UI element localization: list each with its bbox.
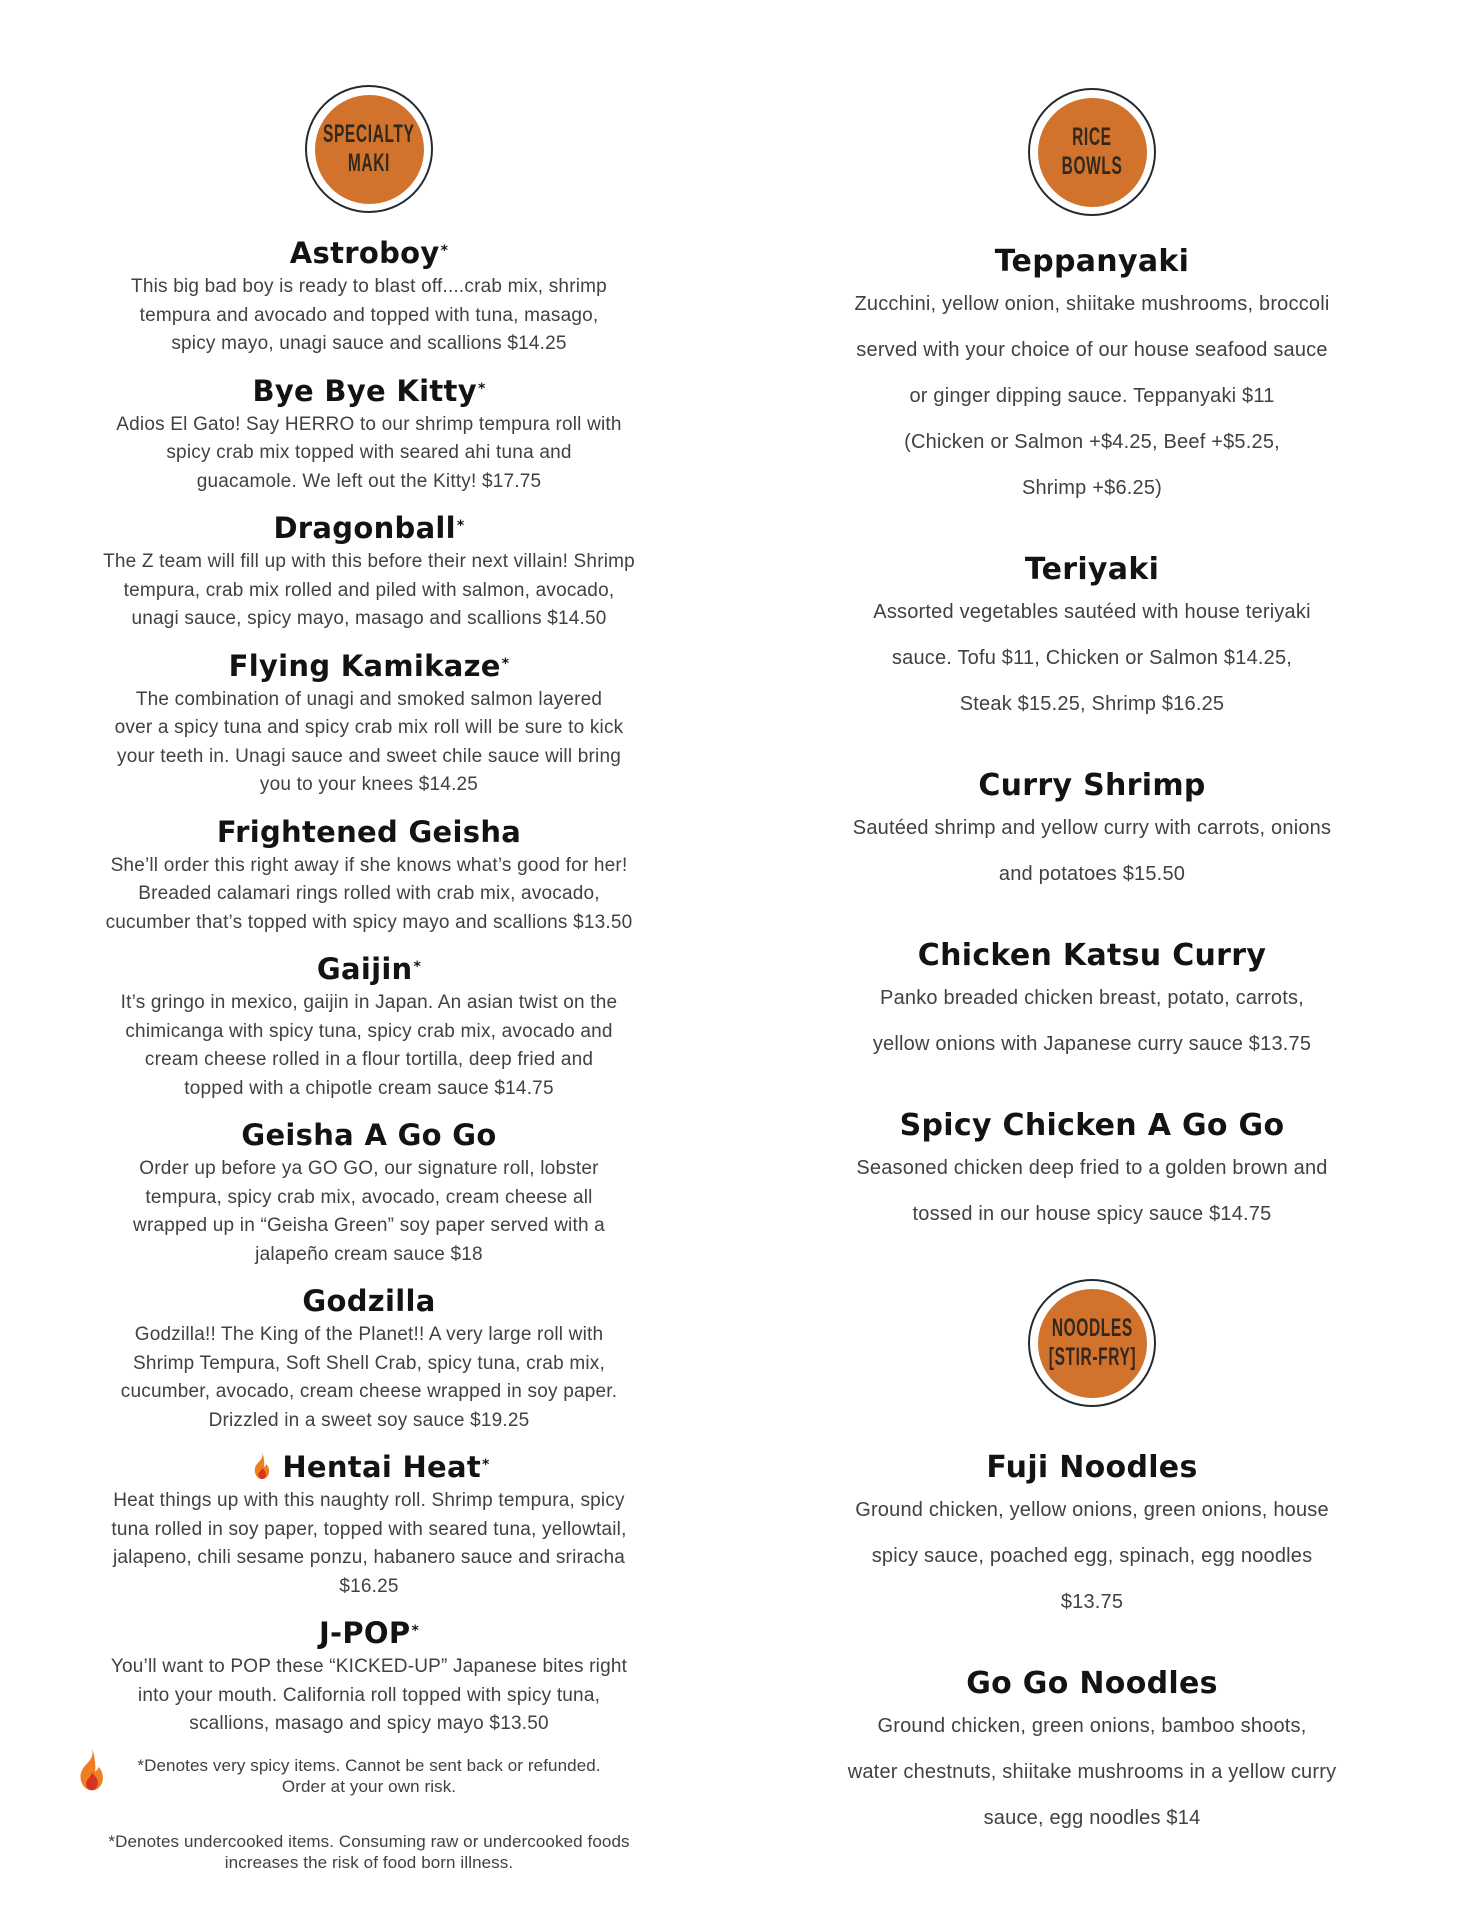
menu-item (74, 375, 664, 497)
description-line: The combination of unagi and smoked salmon layered (135, 688, 603, 710)
footnote (74, 1831, 664, 1873)
description-line: guacamole. We left out the Kitty! $17.75 (196, 470, 542, 492)
description-line: chimicanga with spicy tuna, spicy crab mix, avocado and (125, 1020, 613, 1042)
menu-item-description (778, 1487, 1406, 1625)
badge-text-line: BOWLS (1061, 152, 1123, 180)
specialty-maki-badge (305, 85, 433, 213)
description-line: It’s gringo in mexico, gaijin in Japan. An asian twist on the (120, 992, 618, 1013)
footnote-line: *Denotes undercooked items. Consuming raw or undercooked foods (108, 1831, 630, 1851)
asterisk-marker: * (501, 655, 510, 672)
menu-item-description (778, 975, 1406, 1067)
description-line: The Z team will fill up with this before their next villain! Shrimp (103, 551, 635, 572)
menu-item (74, 1451, 664, 1601)
menu-item-name: Astroboy (289, 236, 440, 270)
menu-item-name: Gaijin (316, 952, 413, 986)
rice-bowls-column (778, 88, 1406, 1883)
asterisk-marker: * (411, 1623, 420, 1639)
description-line: Zucchini, yellow onion, shiitake mushrooms, broccoli (854, 293, 1330, 315)
menu-item (74, 650, 664, 800)
description-line: sauce, egg noodles $14 (983, 1807, 1201, 1829)
menu-item-name-row (778, 553, 1406, 587)
description-line: cream cheese rolled in a flour tortilla, deep fried and (144, 1049, 594, 1070)
description-line: (Chicken or Salmon +$4.25, Beef +$5.25, (904, 431, 1280, 453)
menu-item-description (74, 411, 664, 497)
menu-item-name: Hentai Heat (282, 1450, 482, 1484)
menu-item-name: Dragonball (273, 511, 456, 545)
menu-item (74, 1285, 664, 1435)
footnote (74, 1755, 664, 1797)
description-line: Order up before ya GO GO, our signature roll, lobster (139, 1158, 599, 1179)
menu-item-name-row (778, 1667, 1406, 1701)
menu-item-name-row (778, 769, 1406, 803)
asterisk-marker: * (413, 959, 422, 975)
menu-item-name-row (778, 939, 1406, 973)
description-line: Steak $15.25, Shrimp $16.25 (959, 693, 1225, 715)
description-line: tossed in our house spicy sauce $14.75 (912, 1203, 1272, 1225)
description-line: Ground chicken, green onions, bamboo shoots, (877, 1715, 1307, 1737)
menu-item-name-row (74, 237, 664, 269)
menu-item-name: Curry Shrimp (978, 768, 1206, 803)
menu-item-name: Godzilla (302, 1284, 436, 1318)
asterisk-marker: * (482, 1457, 490, 1473)
menu-item-name: Teppanyaki (994, 244, 1190, 279)
specialty-maki-items (74, 237, 664, 1739)
badge-disc (315, 95, 424, 204)
description-line: spicy mayo, unagi sauce and scallions $14.25 (171, 333, 567, 354)
description-line: Sautéed shrimp and yellow curry with carrots, onions (852, 817, 1332, 839)
description-line: jalapeño cream sauce $18 (255, 1243, 483, 1265)
menu-item (74, 512, 664, 634)
description-line: spicy crab mix topped with seared ahi tuna and (166, 442, 572, 463)
menu-item (778, 245, 1406, 511)
menu-item-name: J-POP (318, 1616, 411, 1650)
footnote-line: Order at your own risk. (281, 1776, 457, 1796)
description-line: You’ll want to POP these “KICKED-UP” Japanese bites right (110, 1656, 628, 1677)
description-line: tempura and avocado and topped with tuna, masago, (139, 304, 599, 326)
flame-icon (248, 1451, 275, 1481)
description-line: Adios El Gato! Say HERRO to our shrimp tempura roll with (116, 413, 622, 435)
menu-item-name: Spicy Chicken A Go Go (899, 1108, 1285, 1143)
asterisk-marker: * (456, 518, 465, 534)
menu-item-description (778, 1703, 1406, 1841)
badge-text-line: SPECIALTY (323, 120, 415, 149)
description-line: water chestnuts, shiitake mushrooms in a yellow curry (847, 1761, 1337, 1783)
menu-item-description (74, 1321, 664, 1435)
menu-item-name: Bye Bye Kitty (252, 373, 477, 408)
menu-item-name: Teriyaki (1024, 552, 1160, 587)
menu-item-name-row (74, 512, 664, 544)
rice-bowls-badge (1028, 88, 1156, 216)
menu-item (778, 1667, 1406, 1841)
description-line: Drizzled in a sweet soy sauce $19.25 (208, 1409, 530, 1431)
menu-item (74, 1617, 664, 1739)
menu-item-description (778, 1145, 1406, 1237)
asterisk-marker: * (440, 243, 449, 259)
description-line: Assorted vegetables sautéed with house teriyaki (873, 601, 1311, 623)
badge-text-line: NOODLES (1051, 1314, 1133, 1343)
description-line: over a spicy tuna and spicy crab mix roll will be sure to kick (114, 717, 624, 738)
menu-item-name: Geisha A Go Go (241, 1118, 497, 1152)
menu-item-description (74, 548, 664, 634)
specialty-maki-column (74, 85, 664, 1873)
description-line: and potatoes $15.50 (998, 863, 1186, 885)
menu-item-name: Chicken Katsu Curry (917, 938, 1267, 973)
description-line: Panko breaded chicken breast, potato, carrots, (880, 987, 1304, 1009)
description-line: jalapeno, chili sesame ponzu, habanero sauce and sriracha (112, 1547, 626, 1568)
description-line: tuna rolled in soy paper, topped with seared tuna, yellowtail, (111, 1518, 627, 1540)
menu-item-name: Fuji Noodles (986, 1450, 1198, 1485)
menu-item-name-row (778, 1451, 1406, 1485)
description-line: Shrimp Tempura, Soft Shell Crab, spicy tuna, crab mix, (133, 1352, 605, 1374)
description-line: unagi sauce, spicy mayo, masago and scallions $14.50 (131, 608, 607, 629)
description-line: topped with a chipotle cream sauce $14.75 (184, 1077, 554, 1099)
description-line: Seasoned chicken deep fried to a golden brown and (856, 1157, 1328, 1179)
badge-text-line: RICE (1072, 123, 1112, 152)
menu-item-description (778, 589, 1406, 727)
menu-item-description (74, 1487, 664, 1601)
menu-item-name-row (74, 816, 664, 848)
description-line: your teeth in. Unagi sauce and sweet chile sauce will bring (117, 745, 621, 767)
menu-item-name: Go Go Noodles (966, 1666, 1218, 1701)
description-line: served with your choice of our house seafood sauce (856, 339, 1328, 361)
asterisk-marker: * (477, 380, 486, 397)
menu-item-description (74, 852, 664, 938)
description-line: She’ll order this right away if she knows what’s good for her! (110, 854, 628, 876)
description-line: Ground chicken, yellow onions, green onions, house (855, 1499, 1329, 1521)
description-line: Shrimp +$6.25) (1021, 477, 1163, 499)
footnote-line: increases the risk of food born illness. (224, 1852, 514, 1872)
description-line: or ginger dipping sauce. Teppanyaki $11 (909, 385, 1275, 407)
description-line: wrapped up in “Geisha Green” soy paper served with a (133, 1215, 605, 1236)
menu-item-name-row (74, 1451, 664, 1483)
menu-item-name-row (74, 1285, 664, 1317)
menu-item (778, 769, 1406, 897)
description-line: Breaded calamari rings rolled with crab mix, avocado, (138, 883, 600, 904)
description-line: Godzilla!! The King of the Planet!! A very large roll with (134, 1324, 604, 1345)
badge-disc (1038, 98, 1147, 207)
description-line: $13.75 (1060, 1591, 1124, 1613)
menu-item (778, 1109, 1406, 1237)
menu-item-name-row (778, 1109, 1406, 1143)
menu-item (74, 953, 664, 1103)
badge-disc (1038, 1289, 1147, 1398)
description-line: you to your knees $14.25 (259, 774, 479, 795)
description-line: Heat things up with this naughty roll. Shrimp tempura, spicy (113, 1490, 625, 1511)
description-line: scallions, masago and spicy mayo $13.50 (189, 1713, 549, 1734)
description-line: yellow onions with Japanese curry sauce $13.75 (872, 1033, 1312, 1055)
menu-item-description (74, 989, 664, 1103)
menu-item-description (74, 1155, 664, 1269)
menu-item-name-row (74, 650, 664, 682)
noodle-items (778, 1451, 1406, 1841)
description-line: into your mouth. California roll topped with spicy tuna, (137, 1684, 601, 1706)
menu-item-name: Flying Kamikaze (228, 648, 501, 683)
rice-bowl-items (778, 245, 1406, 1237)
badge-text-line: MAKI (347, 149, 391, 177)
noodles-stir-fry-badge (1028, 1279, 1156, 1407)
description-line: sauce. Tofu $11, Chicken or Salmon $14.25, (891, 647, 1293, 669)
menu-item-description (74, 273, 664, 359)
description-line: tempura, spicy crab mix, avocado, cream cheese all (145, 1186, 593, 1208)
flame-icon (70, 1747, 112, 1793)
menu-item-description (74, 1653, 664, 1739)
badge-text-line: [STIR-FRY] (1048, 1343, 1136, 1371)
description-line: This big bad boy is ready to blast off....crab mix, shrimp (131, 276, 607, 297)
menu-item-name-row (74, 1617, 664, 1649)
menu-item (74, 816, 664, 938)
footnotes-area (74, 1755, 664, 1873)
footnote-line: *Denotes very spicy items. Cannot be sent back or refunded. (137, 1755, 601, 1775)
menu-item-name-row (74, 1119, 664, 1151)
description-line: spicy sauce, poached egg, spinach, egg noodles (871, 1545, 1313, 1567)
footnote-text (74, 1755, 664, 1797)
description-line: cucumber that’s topped with spicy mayo and scallions $13.50 (105, 911, 633, 933)
menu-item (778, 939, 1406, 1067)
menu-item-description (74, 686, 664, 800)
menu-item (74, 237, 664, 359)
description-line: tempura, crab mix rolled and piled with salmon, avocado, (123, 579, 615, 601)
menu-item (74, 1119, 664, 1269)
footnote-text (74, 1831, 664, 1873)
menu-item-description (778, 281, 1406, 511)
description-line: cucumber, avocado, cream cheese wrapped in soy paper. (120, 1381, 618, 1402)
menu-item (778, 1451, 1406, 1625)
menu-item (778, 553, 1406, 727)
menu-item-name-row (74, 375, 664, 407)
description-line: $16.25 (339, 1575, 399, 1597)
menu-item-name-row (778, 245, 1406, 279)
menu-item-description (778, 805, 1406, 897)
menu-item-name-row (74, 953, 664, 985)
menu-item-name: Frightened Geisha (216, 814, 522, 849)
